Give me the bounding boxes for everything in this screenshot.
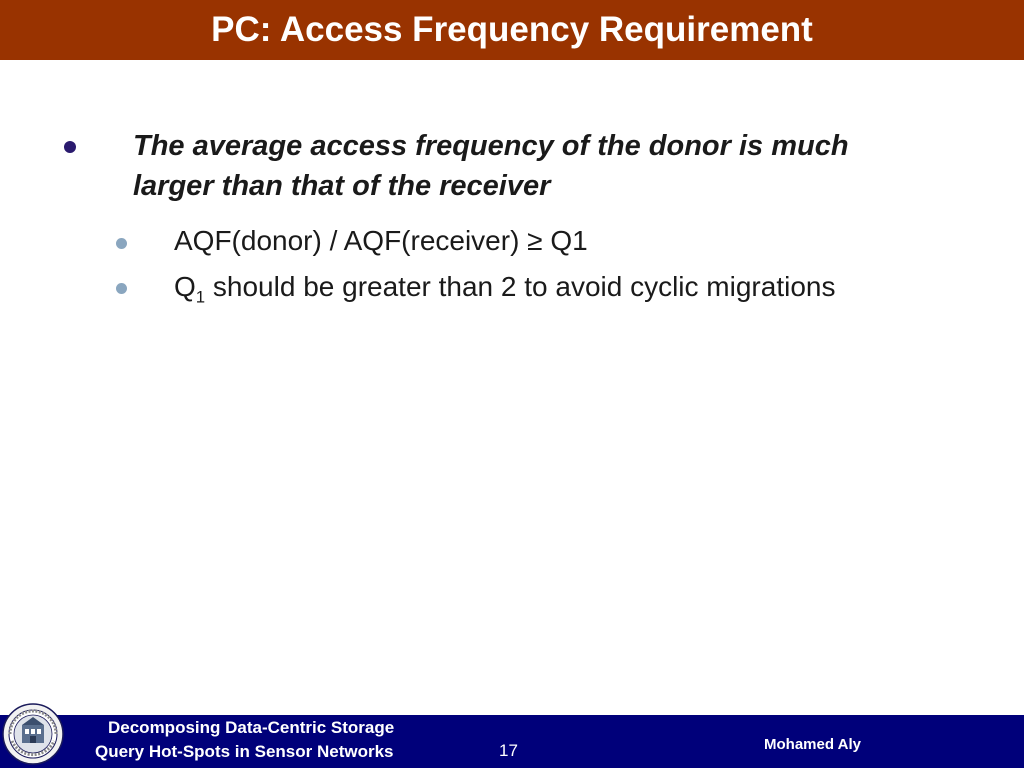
slide-title: PC: Access Frequency Requirement (211, 10, 813, 49)
page-number: 17 (499, 741, 518, 760)
sub-bullet-prefix: Q (174, 271, 196, 302)
title-bar (0, 0, 1024, 60)
bullet-text: The average access frequency of the donor is much larger than that of the receiver (133, 130, 849, 202)
sub-bullet-text: AQF(donor) / AQF(receiver) ≥ Q1 (174, 225, 588, 256)
university-seal-icon (2, 703, 64, 765)
sub-bullet-suffix: should be greater than 2 to avoid cyclic migrations (205, 271, 836, 302)
footer-title-line2: Query Hot-Spots in Sensor Networks (95, 742, 394, 761)
sub-bullet-marker (116, 283, 127, 294)
footer-title-line1: Decomposing Data-Centric Storage (108, 718, 395, 737)
subscript: 1 (195, 287, 206, 307)
bullet-marker (64, 141, 76, 153)
sub-bullet-marker (116, 238, 127, 249)
author-name: Mohamed Aly (764, 736, 861, 753)
sub-bullet-text (174, 268, 894, 306)
